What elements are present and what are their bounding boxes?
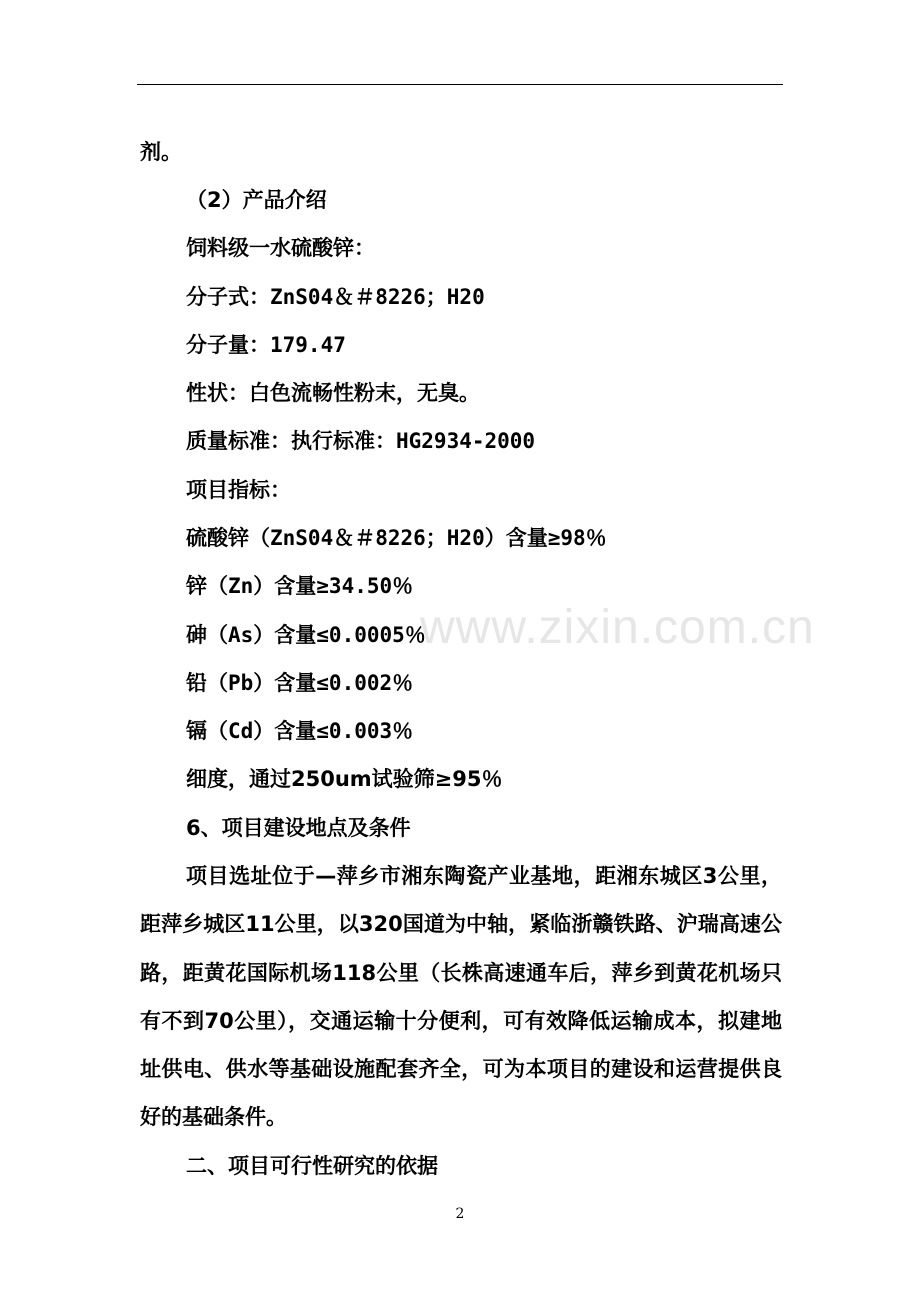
indicator-lead: 铅（Pb）含量≤0.002％: [186, 671, 414, 695]
indicator-arsenic: 砷（As）含量≤0.0005％: [186, 623, 426, 647]
product-standard: 质量标准：执行标准：HG2934-2000: [186, 429, 536, 453]
product-formula: 分子式：ZnS04＆＃8226；H20: [186, 285, 485, 309]
section-title: （2）产品介绍: [186, 188, 327, 212]
header-rule: [137, 84, 783, 85]
indicator-zinc: 锌（Zn）含量≥34.50％: [186, 574, 414, 598]
location-heading: 6、项目建设地点及条件: [186, 816, 411, 840]
indicators-title: 项目指标：: [186, 478, 291, 502]
product-weight: 分子量：179.47: [186, 333, 346, 357]
location-paragraph: 项目选址位于—萍乡市湘东陶瓷产业基地，距湘东城区3公里，距萍乡城区11公里，以320国道为中轴，紧临浙赣铁路、沪瑞高速公路，距黄花国际机场118公里（长株高速通车后，萍乡到黄花机场只有不到70公里），交通运输十分便利，可有效降低运输成本，拟建地址供电、供水等基础设施配套齐全，可为本项目的建设和运营提供良好的基础条件。: [140, 864, 782, 1130]
watermark: www.zixin.com.cn: [420, 601, 815, 654]
product-appearance: 性状：白色流畅性粉末，无臭。: [186, 381, 480, 405]
page-number: 2: [455, 1206, 465, 1222]
section2-heading: 二、项目可行性研究的依据: [186, 1154, 438, 1178]
product-name: 饲料级一水硫酸锌：: [186, 236, 375, 260]
indicator-cadmium: 镉（Cd）含量≤0.003％: [186, 719, 414, 743]
indicator-fineness: 细度，通过250um试验筛≥95％: [186, 767, 503, 791]
indicator-zinc-sulfate: 硫酸锌（ZnS04＆＃8226；H20）含量≥98％: [186, 526, 607, 550]
continued-text: 剂。: [140, 140, 182, 164]
